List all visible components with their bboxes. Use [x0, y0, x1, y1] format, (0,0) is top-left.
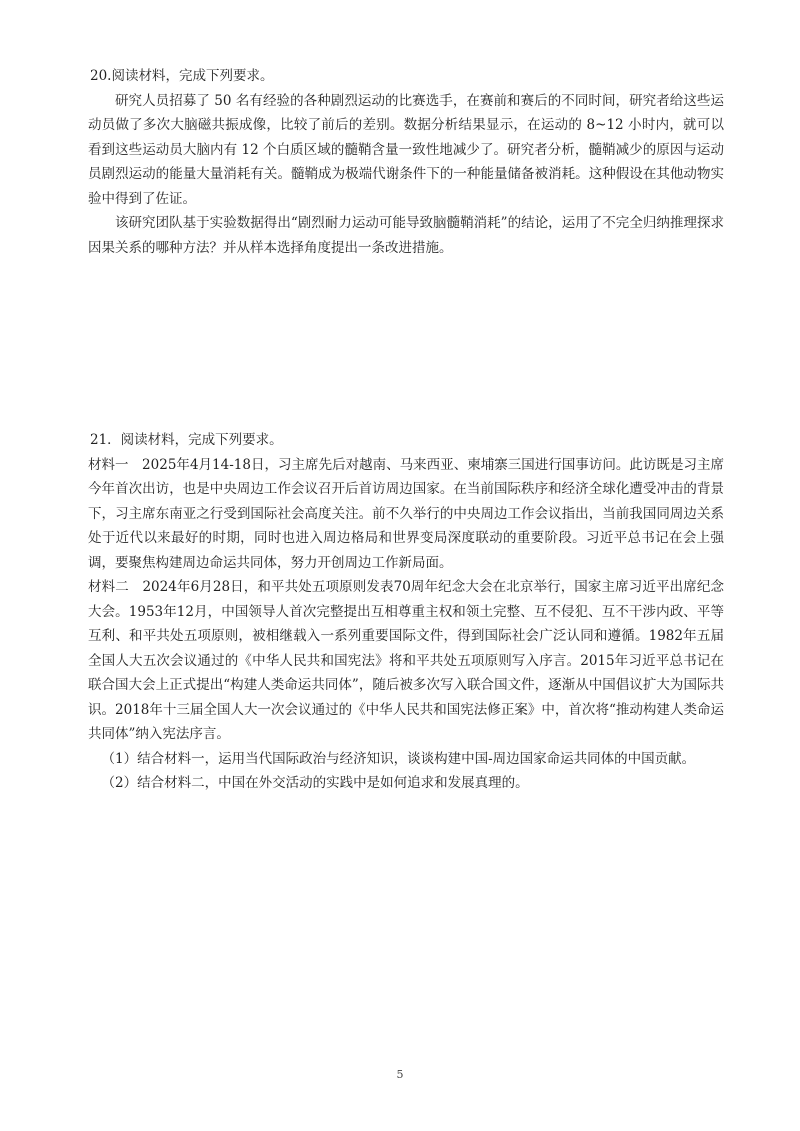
question-21-title: 21．阅读材料，完成下列要求。	[90, 432, 283, 448]
question-20	[88, 64, 724, 260]
question-20-material: 研究人员招募了 50 名有经验的各种剧烈运动的比赛选手，在赛前和赛后的不同时间，研究者给这些运动员做了多次大脑磁共振成像，比较了前后的差别。数据分析结果显示，在运动的 8~12 小时内，就可以看到这些运动员大脑内有 12 个白质区域的髓鞘含量一致性地减少了。研究者分析，髓鞘减少的原因与运动员剧烈运动的能量大量消耗有关。髓鞘成为极端代谢条件下的一种能量储备被消耗。这种假设在其他动物实验中得到了佐证。	[88, 92, 724, 207]
question-20-prompt: 该研究团队基于实验数据得出“剧烈耐力运动可能导致脑髓鞘消耗”的结论，运用了不完全归纳推理探求因果关系的哪种方法？并从样本选择角度提出一条改进措施。	[88, 215, 724, 256]
question-21-material-1: 材料一 2025年4月14-18日，习主席先后对越南、马来西亚、柬埔寨三国进行国事访问。此访既是习主席今年首次出访，也是中央周边工作会议召开后首访周边国家。在当前国际秩序和经济全球化遭受冲击的背景下，习主席东南亚之行受到国际社会高度关注。前不久举行的中央周边工作会议指出，当前我国同周边关系处于近代以来最好的时期，同时也进入周边格局和世界变局深度联动的重要阶段。习近平总书记在会上强调，要聚焦构建周边命运共同体，努力开创周边工作新局面。	[88, 456, 724, 571]
question-20-title: 20.阅读材料，完成下列要求。	[90, 68, 274, 84]
page-number: 5	[396, 1068, 404, 1081]
question-21	[88, 428, 724, 796]
question-21-sub-question-1: （1）结合材料一，运用当代国际政治与经济知识，谈谈构建中国-周边国家命运共同体的中国贡献。	[101, 750, 696, 767]
question-21-sub-question-2: （2）结合材料二，中国在外交活动的实践中是如何追求和发展真理的。	[101, 775, 529, 791]
question-21-material-2: 材料二 2024年6月28日，和平共处五项原则发表70周年纪念大会在北京举行，国家主席习近平出席纪念大会。1953年12月，中国领导人首次完整提出互相尊重主权和领土完整、互不侵犯、互不干涉内政、平等互利、和平共处五项原则，被相继载入一系列重要国际文件，得到国际社会广泛认同和遵循。1982年五届全国人大五次会议通过的《中华人民共和国宪法》将和平共处五项原则写入序言。2015年习近平总书记在联合国大会上正式提出“构建人类命运共同体”，随后被多次写入联合国文件，逐渐从中国倡议扩大为国际共识。2018年十三届全国人大一次会议通过的《中华人民共和国宪法修正案》中，首次将“推动构建人类命运共同体”纳入宪法序言。	[88, 579, 724, 742]
